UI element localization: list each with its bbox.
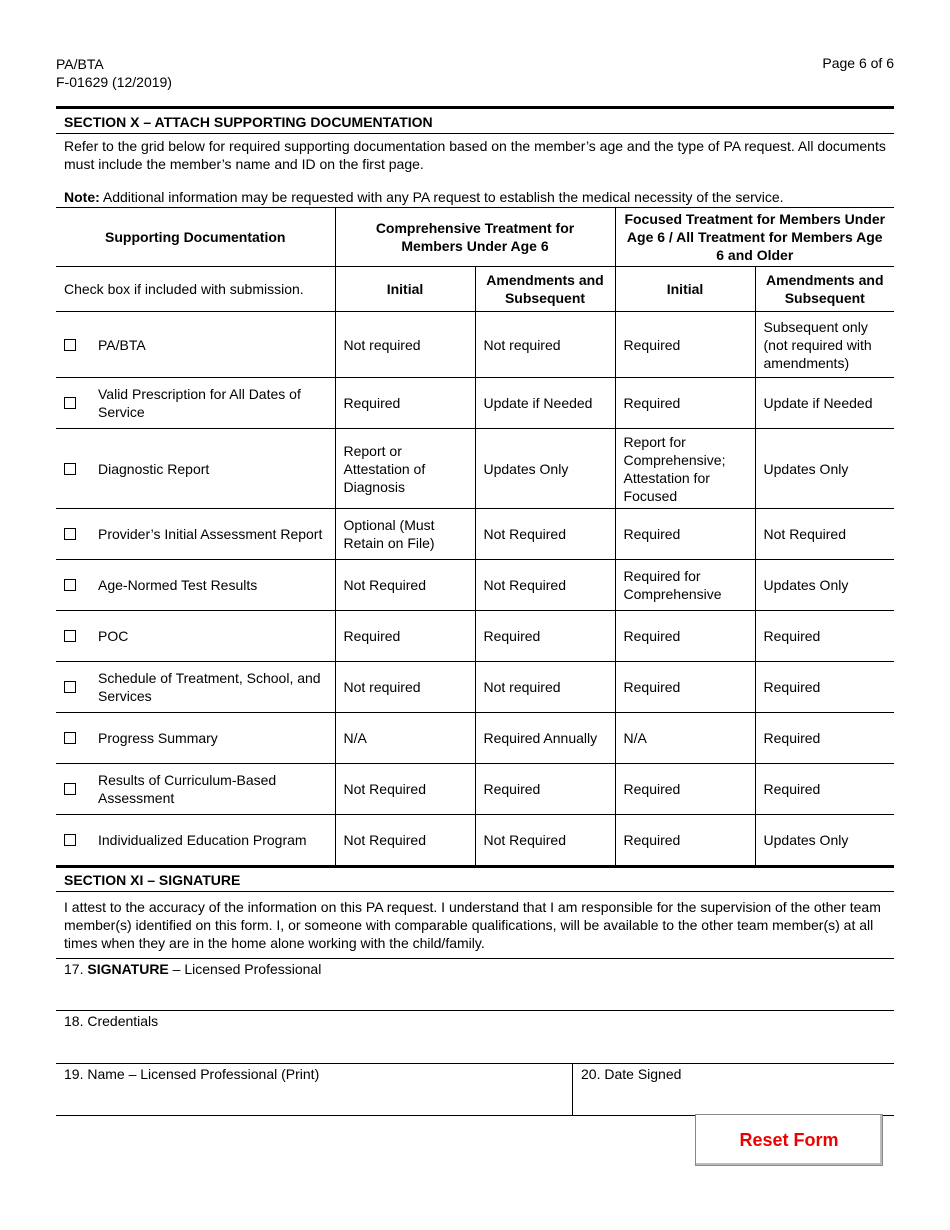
requirement-cell-c-amend: Not Required bbox=[475, 560, 615, 611]
signature-field[interactable] bbox=[56, 959, 894, 1011]
requirement-cell-f-amend: Updates Only bbox=[755, 815, 894, 866]
note-label: Note: bbox=[64, 189, 100, 205]
include-checkbox[interactable] bbox=[64, 397, 76, 409]
requirement-cell-c-amend: Not required bbox=[475, 662, 615, 713]
table-row bbox=[56, 815, 894, 866]
requirement-cell-c-amend: Required bbox=[475, 611, 615, 662]
table-row bbox=[56, 611, 894, 662]
requirement-cell-f-init: Required bbox=[615, 662, 755, 713]
note-text: Additional information may be requested with any PA request to establish the medical necessity of the service. bbox=[99, 189, 784, 205]
requirement-cell-c-init: Not Required bbox=[335, 815, 475, 866]
doc-cell bbox=[56, 764, 335, 815]
requirement-cell-f-amend: Required bbox=[755, 611, 894, 662]
requirement-cell-c-init: Not Required bbox=[335, 560, 475, 611]
include-checkbox[interactable] bbox=[64, 579, 76, 591]
sub-focused-amendments: Amendments and Subsequent bbox=[755, 267, 894, 312]
doc-cell bbox=[56, 560, 335, 611]
table-row bbox=[56, 509, 894, 560]
include-checkbox[interactable] bbox=[64, 339, 76, 351]
requirement-cell-c-init: Not required bbox=[335, 312, 475, 378]
signature-rest: – Licensed Professional bbox=[168, 961, 322, 977]
sub-comprehensive-initial: Initial bbox=[335, 267, 475, 312]
form-body bbox=[56, 106, 894, 1116]
doc-cell bbox=[56, 312, 335, 378]
requirement-cell-c-amend: Required Annually bbox=[475, 713, 615, 764]
requirement-cell-f-amend: Update if Needed bbox=[755, 378, 894, 429]
doc-label: Individualized Education Program bbox=[98, 832, 307, 848]
requirement-cell-f-init: Required bbox=[615, 815, 755, 866]
form-id-block bbox=[56, 55, 172, 91]
requirement-cell-c-amend: Updates Only bbox=[475, 429, 615, 509]
doc-cell bbox=[56, 611, 335, 662]
doc-cell-content bbox=[64, 460, 327, 478]
section-x-intro: Refer to the grid below for required supporting documentation based on the member’s age and the type of PA request. All documents must include the member’s name and ID on the first page. bbox=[64, 138, 886, 172]
include-checkbox[interactable] bbox=[64, 681, 76, 693]
col-comprehensive: Comprehensive Treatment for Members Under Age 6 bbox=[335, 208, 615, 267]
section-x-title: SECTION X – ATTACH SUPPORTING DOCUMENTATION bbox=[56, 106, 894, 134]
requirement-cell-c-amend: Update if Needed bbox=[475, 378, 615, 429]
doc-cell bbox=[56, 662, 335, 713]
table-row bbox=[56, 378, 894, 429]
table-row bbox=[56, 764, 894, 815]
doc-label: Valid Prescription for All Dates of Service bbox=[98, 386, 301, 420]
requirement-cell-f-init: Required bbox=[615, 378, 755, 429]
credentials-field[interactable] bbox=[56, 1011, 894, 1064]
requirement-cell-f-init: Report for Comprehensive; Attestation for Focused bbox=[615, 429, 755, 509]
table-row bbox=[56, 312, 894, 378]
table-row bbox=[56, 713, 894, 764]
doc-label: Age-Normed Test Results bbox=[98, 577, 258, 593]
requirement-cell-c-init: Not Required bbox=[335, 764, 475, 815]
doc-cell-content bbox=[64, 336, 327, 354]
doc-label: Provider’s Initial Assessment Report bbox=[98, 526, 323, 542]
requirement-cell-f-amend: Updates Only bbox=[755, 560, 894, 611]
requirement-cell-f-amend: Required bbox=[755, 713, 894, 764]
sub-comprehensive-amendments: Amendments and Subsequent bbox=[475, 267, 615, 312]
table-row bbox=[56, 429, 894, 509]
requirement-cell-c-amend: Not Required bbox=[475, 509, 615, 560]
doc-cell bbox=[56, 509, 335, 560]
date-signed-label: 20. Date Signed bbox=[581, 1066, 682, 1082]
name-date-row bbox=[56, 1064, 894, 1116]
requirement-cell-c-amend: Not required bbox=[475, 312, 615, 378]
credentials-label: 18. Credentials bbox=[64, 1013, 159, 1029]
requirement-cell-f-init: Required bbox=[615, 509, 755, 560]
name-label: 19. Name – Licensed Professional (Print) bbox=[64, 1066, 320, 1082]
requirement-cell-c-amend: Required bbox=[475, 764, 615, 815]
doc-label: Progress Summary bbox=[98, 730, 218, 746]
requirement-cell-f-amend: Subsequent only (not required with amendments) bbox=[755, 312, 894, 378]
section-x-note bbox=[56, 173, 894, 207]
include-checkbox[interactable] bbox=[64, 463, 76, 475]
form-code: PA/BTA bbox=[56, 56, 104, 72]
doc-label: PA/BTA bbox=[98, 336, 146, 353]
signature-num: 17. bbox=[64, 961, 88, 977]
doc-label: Schedule of Treatment, School, and Services bbox=[98, 670, 321, 704]
doc-cell-content bbox=[64, 525, 327, 543]
include-checkbox[interactable] bbox=[64, 630, 76, 642]
include-checkbox[interactable] bbox=[64, 528, 76, 540]
doc-cell bbox=[56, 378, 335, 429]
reset-form-button[interactable]: Reset Form bbox=[695, 1114, 883, 1166]
doc-cell-content bbox=[64, 385, 327, 421]
date-signed-field[interactable] bbox=[573, 1064, 894, 1115]
col-supporting-documentation: Supporting Documentation bbox=[56, 208, 335, 267]
requirement-cell-f-amend: Required bbox=[755, 764, 894, 815]
include-checkbox[interactable] bbox=[64, 732, 76, 744]
documentation-grid bbox=[56, 207, 894, 866]
doc-cell-content bbox=[64, 771, 327, 807]
doc-label: POC bbox=[98, 628, 129, 644]
requirement-cell-c-amend: Not Required bbox=[475, 815, 615, 866]
doc-cell-content bbox=[64, 729, 327, 747]
requirement-cell-f-init: Required for Comprehensive bbox=[615, 560, 755, 611]
grid-body bbox=[56, 312, 894, 866]
signature-bold: SIGNATURE bbox=[87, 961, 169, 977]
requirement-cell-f-init: Required bbox=[615, 312, 755, 378]
doc-label: Results of Curriculum-Based Assessment bbox=[98, 772, 277, 806]
requirement-cell-c-init: Required bbox=[335, 378, 475, 429]
name-field[interactable] bbox=[56, 1064, 573, 1115]
section-xi-title: SECTION XI – SIGNATURE bbox=[56, 866, 894, 892]
requirement-cell-f-init: Required bbox=[615, 611, 755, 662]
page-number: Page 6 of 6 bbox=[822, 55, 894, 71]
requirement-cell-f-amend: Required bbox=[755, 662, 894, 713]
requirement-cell-c-init: Report or Attestation of Diagnosis bbox=[335, 429, 475, 509]
doc-cell bbox=[56, 713, 335, 764]
check-instruction: Check box if included with submission. bbox=[56, 267, 335, 312]
requirement-cell-c-init: Required bbox=[335, 611, 475, 662]
doc-cell-content bbox=[64, 669, 327, 705]
doc-cell-content bbox=[64, 627, 327, 645]
doc-cell-content bbox=[64, 576, 327, 594]
requirement-cell-c-init: Not required bbox=[335, 662, 475, 713]
include-checkbox[interactable] bbox=[64, 834, 76, 846]
requirement-cell-f-init: Required bbox=[615, 764, 755, 815]
form-number: F-01629 (12/2019) bbox=[56, 74, 172, 90]
table-row bbox=[56, 662, 894, 713]
requirement-cell-f-init: N/A bbox=[615, 713, 755, 764]
col-focused: Focused Treatment for Members Under Age 6 / All Treatment for Members Age 6 and Older bbox=[615, 208, 894, 267]
sub-focused-initial: Initial bbox=[615, 267, 755, 312]
doc-cell bbox=[56, 429, 335, 509]
table-row bbox=[56, 560, 894, 611]
include-checkbox[interactable] bbox=[64, 783, 76, 795]
attestation-text: I attest to the accuracy of the information on this PA request. I understand that I am responsible for the supervision of the other team member(s) identified on this form. I, or someone with comparable qualifications, will be available to the other team member(s) at all times when they are in the home alone working with the child/family. bbox=[56, 892, 894, 959]
requirement-cell-c-init: Optional (Must Retain on File) bbox=[335, 509, 475, 560]
requirement-cell-f-amend: Updates Only bbox=[755, 429, 894, 509]
requirement-cell-f-amend: Not Required bbox=[755, 509, 894, 560]
doc-label: Diagnostic Report bbox=[98, 460, 210, 477]
doc-cell bbox=[56, 815, 335, 866]
requirement-cell-c-init: N/A bbox=[335, 713, 475, 764]
doc-cell-content bbox=[64, 831, 327, 849]
